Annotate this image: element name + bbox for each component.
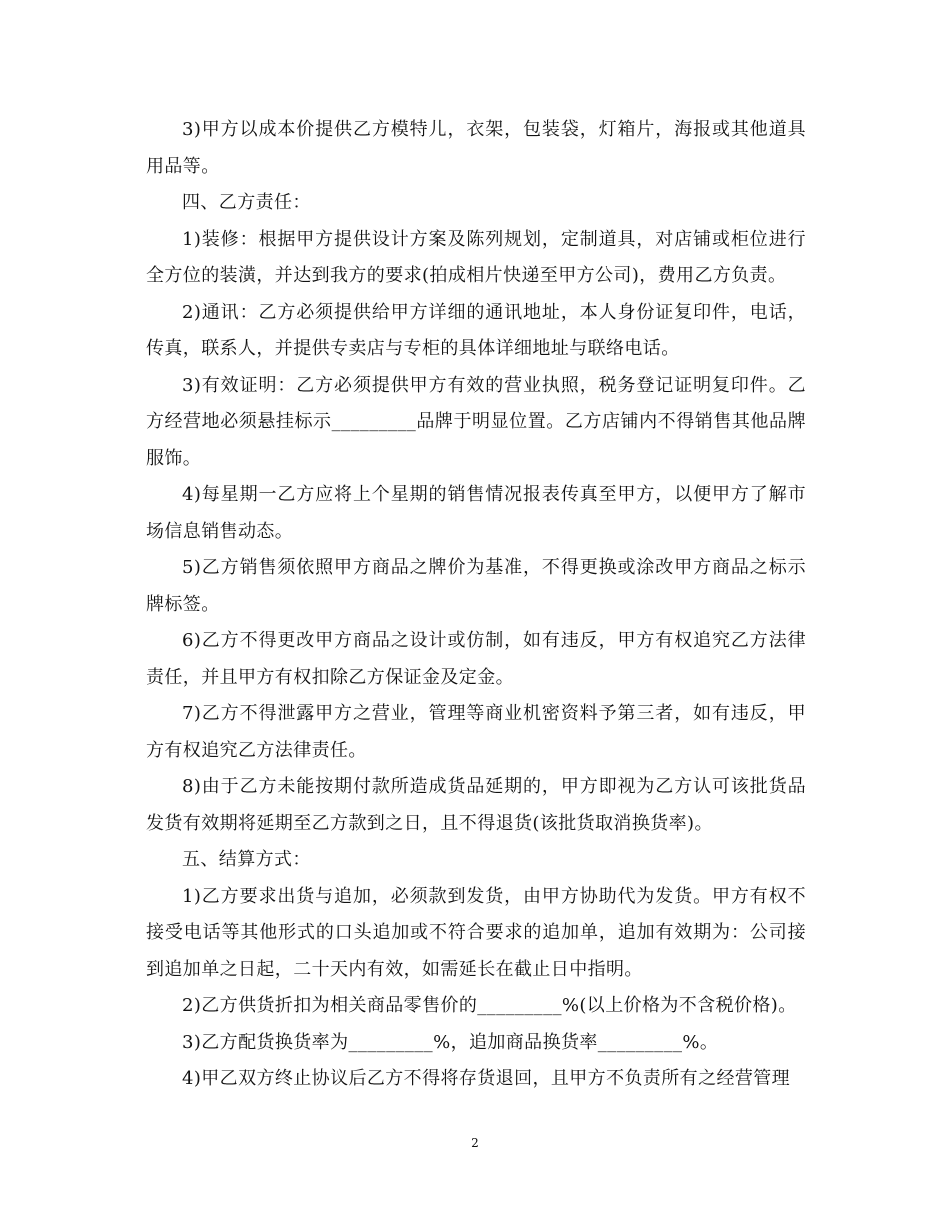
paragraph-no-imitation: 6)乙方不得更改甲方商品之设计或仿制，如有违反，甲方有权追究乙方法律责任，并且甲方有权扣除乙方保证金及定金。 xyxy=(146,630,806,688)
paragraph-item-3-props: 3)甲方以成本价提供乙方模特儿，衣架，包装袋，灯箱片，海报或其他道具用品等。 xyxy=(146,119,806,177)
paragraph-communication: 2)通讯：乙方必须提供给甲方详细的通讯地址，本人身份证复印件，电话，传真，联系人，并提供专卖店与专柜的具体详细地址与联络电话。 xyxy=(146,301,806,359)
section-heading-party-b-duties: 四、乙方责任： xyxy=(182,192,311,213)
document-body xyxy=(146,112,806,1098)
paragraph-late-payment: 8)由于乙方未能按期付款所造成货品延期的，甲方即视为乙方认可该批货品发货有效期将延期至乙方款到之日，且不得退货(该批货取消换货率)。 xyxy=(146,776,806,834)
paragraph-confidentiality: 7)乙方不得泄露甲方之营业，管理等商业机密资料予第三者，如有违反，甲方有权追究乙方法律责任。 xyxy=(146,703,806,761)
paragraph-weekly-report: 4)每星期一乙方应将上个星期的销售情况报表传真至甲方，以便甲方了解市场信息销售动态。 xyxy=(146,484,806,542)
paragraph-termination: 4)甲乙双方终止协议后乙方不得将存货退回，且甲方不负责所有之经营管理 xyxy=(182,1068,791,1089)
paragraph-valid-proof: 3)有效证明：乙方必须提供甲方有效的营业执照，税务登记证明复印件。乙方经营地必须悬挂标示_________品牌于明显位置。乙方店铺内不得销售其他品牌服饰。 xyxy=(146,374,806,469)
paragraph-renovation: 1)装修：根据甲方提供设计方案及陈列规划，定制道具，对店铺或柜位进行全方位的装潢，并达到我方的要求(拍成相片快递至甲方公司)，费用乙方负责。 xyxy=(146,228,806,286)
paragraph-pricing: 5)乙方销售须依照甲方商品之牌价为基准，不得更换或涂改甲方商品之标示牌标签。 xyxy=(146,557,806,615)
paragraph-exchange-rate: 3)乙方配货换货率为_________%，追加商品换货率_________%。 xyxy=(182,1031,719,1053)
page-number: 2 xyxy=(471,1136,479,1150)
paragraph-discount: 2)乙方供货折扣为相关商品零售价的_________%(以上价格为不含税价格)。 xyxy=(182,995,797,1016)
paragraph-shipping-orders: 1)乙方要求出货与追加，必须款到发货，由甲方协助代为发货。甲方有权不接受电话等其他形式的口头追加或不符合要求的追加单，追加有效期为：公司接到追加单之日起，二十天内有效，如需延长在截止日中指明。 xyxy=(146,885,806,980)
section-heading-settlement: 五、结算方式： xyxy=(182,849,311,870)
